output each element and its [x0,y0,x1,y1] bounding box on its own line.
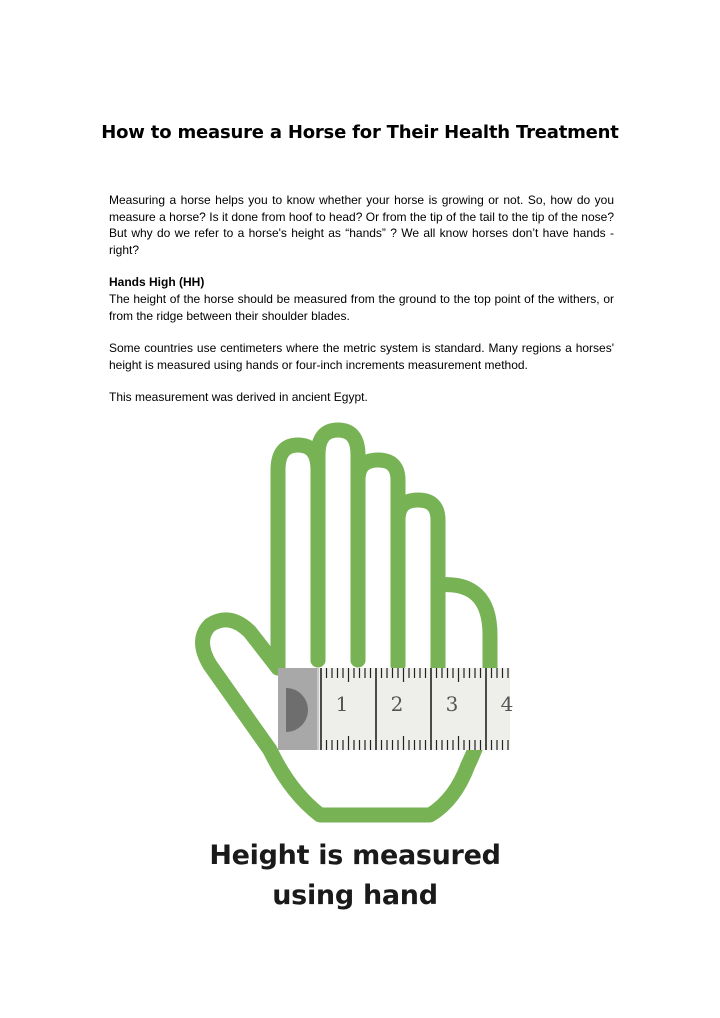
caption-line-1: Height is measured [209,840,501,871]
tape-number-3: 3 [445,692,459,716]
tape-number-2: 2 [390,692,404,716]
page-title: How to measure a Horse for Their Health Treatment [101,122,619,144]
tape-number-1: 1 [335,692,349,716]
intro-paragraph: Measuring a horse helps you to know whether your horse is growing or not. So, how do you measure a horse? Is it done from hoof to head? Or from the tip of the tail to the tip of the nose? But why do we refer to a horse's height as “hands” ? We all know horses don’t have hands - right? [109,193,614,257]
section-paragraph: The height of the horse should be measured from the ground to the top point of the withers, or from the ridge between their shoulder blades. [109,292,614,323]
caption-line-2: using hand [272,880,438,911]
thumb [203,620,279,750]
egypt-paragraph: This measurement was derived in ancient Egypt. [109,390,368,404]
tape-measure [278,668,513,750]
tape-number-4: 4 [500,692,514,716]
section-heading: Hands High (HH) [109,275,205,289]
metric-paragraph: Some countries use centimeters where the metric system is standard. Many regions a horses' height is measured using hands or four-inch increments measurement method. [109,341,614,372]
